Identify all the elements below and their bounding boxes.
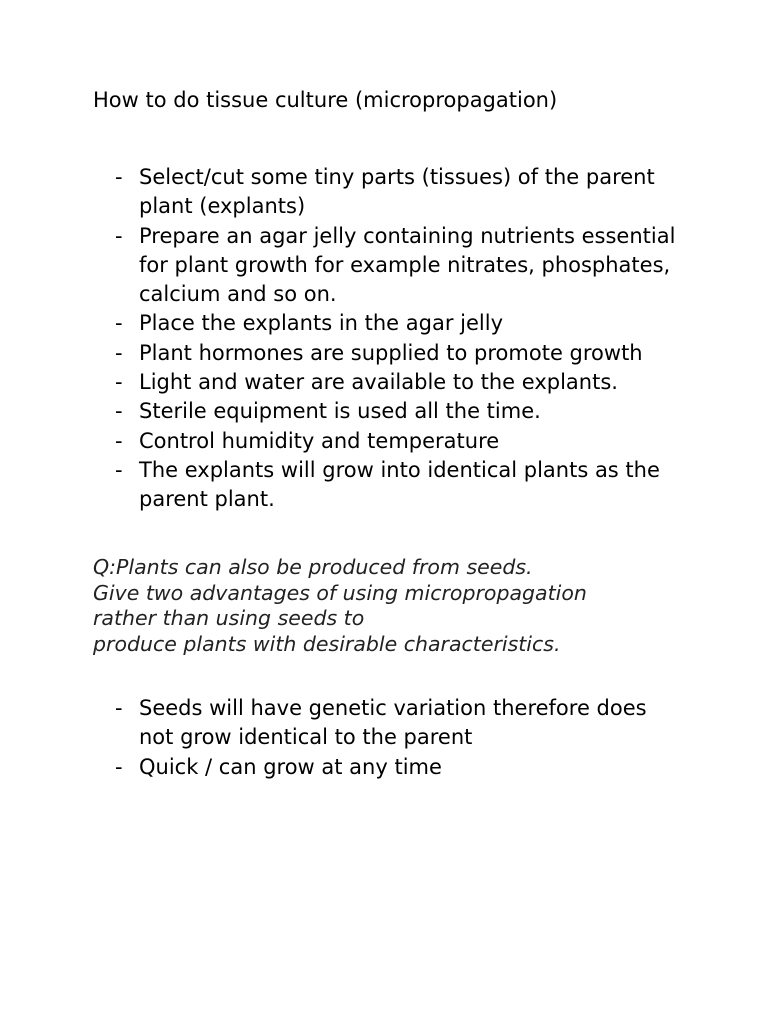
list-item [0,456,679,515]
list-item-text: Select/cut some tiny parts (tissues) of the parent plant (explants) [139,165,655,219]
list-item [0,753,679,782]
question-text [93,555,693,657]
steps-list [0,163,679,515]
question-line: produce plants with desirable characteristics. [93,631,561,656]
list-item [0,163,679,222]
list-item [0,427,679,456]
list-item-text: The explants will grow into identical plants as the parent plant. [139,457,660,512]
bullet-dash: - [115,457,123,482]
bullet-dash: - [115,754,123,779]
page-title: How to do tissue culture (micropropagation) [93,88,558,112]
bullet-dash: - [115,399,123,424]
question-line: Q:Plants can also be produced from seeds. [93,555,533,579]
question-line: rather than using seeds to [93,606,365,630]
list-item-text: Light and water are available to the explants. [139,370,618,395]
list-item-text: Control humidity and temperature [139,428,500,453]
list-item-text: Plant hormones are supplied to promote growth [139,340,643,365]
list-item-text: Prepare an agar jelly containing nutrients essential for plant growth for example nitrates, phosphates, calcium and so on. [139,223,676,307]
list-item [0,368,679,397]
list-item [0,222,679,310]
bullet-dash: - [115,223,123,248]
list-item-text: Place the explants in the agar jelly [139,311,504,336]
list-item [0,339,679,368]
question-line: Give two advantages of using micropropagation [93,580,587,605]
bullet-dash: - [115,428,123,453]
list-item [0,694,679,753]
answers-list [0,694,679,782]
bullet-dash: - [115,696,123,720]
list-item [0,397,679,426]
list-item-text: Seeds will have genetic variation therefore does not grow identical to the parent [139,696,647,750]
bullet-dash: - [115,311,123,336]
list-item-text: Sterile equipment is used all the time. [139,399,541,424]
bullet-dash: - [115,340,123,365]
list-item-text: Quick / can grow at any time [139,754,442,779]
list-item [0,309,679,338]
bullet-dash: - [115,165,123,189]
bullet-dash: - [115,370,123,395]
